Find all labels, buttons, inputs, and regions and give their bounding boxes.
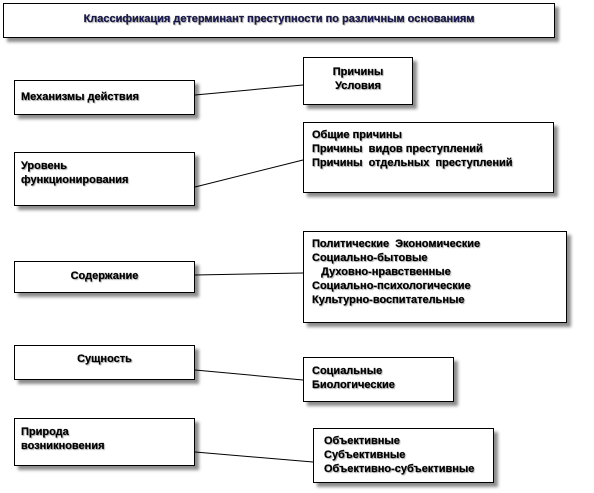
basis-box-mechanisms xyxy=(14,80,195,115)
item-text: Политические Экономические xyxy=(312,238,481,250)
item-text: Социально-психологические xyxy=(312,280,471,292)
items-box-level xyxy=(303,122,554,193)
item-text: Социальные xyxy=(312,365,383,377)
items-box-essence xyxy=(303,357,454,402)
item-text: Культурно-воспитательные xyxy=(312,294,465,306)
basis-label: Механизмы действия xyxy=(21,91,139,103)
connector-line-mechanisms xyxy=(195,85,303,95)
basis-label: функционирования xyxy=(21,174,129,186)
item-text: Причины видов преступлений xyxy=(312,143,483,155)
basis-label: Природа xyxy=(21,426,69,438)
basis-box-nature xyxy=(14,418,195,466)
connector-line-essence xyxy=(195,370,303,380)
basis-box-content xyxy=(14,261,195,293)
item-text: Субъективные xyxy=(324,449,406,461)
basis-box-level xyxy=(14,152,195,206)
connector-line-nature xyxy=(195,452,313,462)
items-box-nature xyxy=(313,428,494,483)
item-text: Причины xyxy=(332,66,384,78)
connector-line-level xyxy=(195,160,303,187)
connector-line-content xyxy=(195,273,303,275)
basis-label: Сущность xyxy=(77,353,132,365)
diagram-title xyxy=(3,3,555,38)
item-text: Социально-бытовые xyxy=(312,252,428,264)
basis-label: Содержание xyxy=(70,270,139,282)
item-text: Объективно-субъективные xyxy=(324,463,475,475)
item-text: Общие причины xyxy=(312,129,402,141)
item-text: Духовно-нравственные xyxy=(312,266,451,278)
basis-label: Уровень xyxy=(21,160,68,172)
basis-label: возникновения xyxy=(21,440,105,452)
diagram-title-text: Классификация детерминант преступности по различным основаниям xyxy=(83,13,475,25)
items-box-mechanisms xyxy=(303,57,413,105)
item-text: Условия xyxy=(335,80,381,92)
item-text: Причины отдельных преступлений xyxy=(312,157,513,169)
item-text: Объективные xyxy=(324,435,400,447)
basis-box-essence xyxy=(14,345,195,380)
items-box-content xyxy=(303,231,567,323)
item-text: Биологические xyxy=(312,379,395,391)
